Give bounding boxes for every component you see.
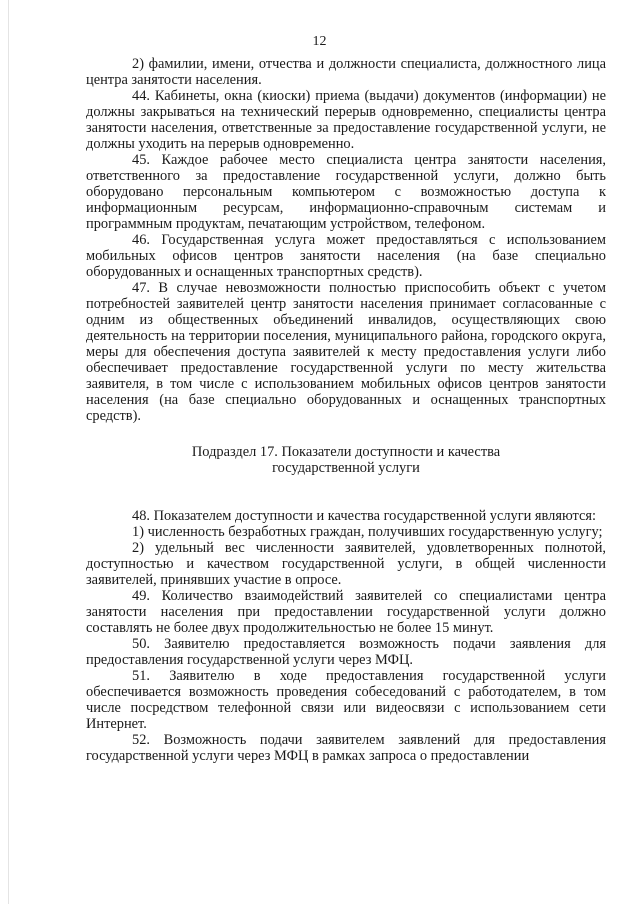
document-body [86,56,606,764]
page-number: 12 [312,34,327,49]
paragraph: 52. Возможность подачи заявителем заявлений для предоставления государственной услуги через МФЦ в рамках запроса о предоставлении [86,732,606,764]
subsection-heading-line-2: государственной услуги [272,460,420,476]
paragraph: 49. Количество взаимодействий заявителей со специалистами центра занятости населения при предоставлении государственной услуги должно составлять не более двух продолжительностью не более 15 минут. [86,588,606,636]
scan-edge-line [8,0,9,904]
paragraph: 1) численность безработных граждан, получивших государственную услугу; [132,524,603,540]
paragraph: 2) фамилии, имени, отчества и должности специалиста, должностного лица центра занятости населения. [86,56,606,88]
paragraph: 47. В случае невозможности полностью приспособить объект с учетом потребностей заявителей центр занятости населения принимает согласованные с одним из общественных объединений инвалидов, осуществляющих свою деятельность на территории поселения, муниципального района, городского округа, меры для обеспечения доступа заявителей к месту предоставления услуги либо обеспечивает предоставление государственной услуги по месту жительства заявителя, в том числе с использованием мобильных офисов центров занятости населения (на базе специально оборудованных и оснащенных транспортных средств). [86,280,606,424]
paragraph: 45. Каждое рабочее место специалиста центра занятости населения, ответственного за предоставление государственной услуги, должно быть оборудовано персональным компьютером с возможностью доступа к информационным ресурсам, информационно-справочным системам и программным продуктам, печатающим устройством, телефоном. [86,152,606,232]
paragraph: 50. Заявителю предоставляется возможность подачи заявления для предоставления государственной услуги через МФЦ. [86,636,606,668]
paragraph: 48. Показателем доступности и качества государственной услуги являются: [132,508,596,524]
paragraph: 51. Заявителю в ходе предоставления государственной услуги обеспечивается возможность проведения собеседований с работодателем, в том числе посредством телефонной связи или видеосвязи с использованием сети Интернет. [86,668,606,732]
paragraphs-bottom [86,508,606,764]
paragraphs-top [86,56,606,424]
paragraph: 46. Государственная услуга может предоставляться с использованием мобильных офисов центров занятости населения (на базе специально оборудованных и оснащенных транспортных средств). [86,232,606,280]
subsection-heading-line-1: Подраздел 17. Показатели доступности и качества [191,444,501,460]
subsection-heading [86,444,606,476]
paragraph: 44. Кабинеты, окна (киоски) приема (выдачи) документов (информации) не должны закрываться на технический перерыв одновременно, специалисты центра занятости населения, ответственные за предоставление государственной услуги, не должны уходить на перерыв одновременно. [86,88,606,152]
paragraph: 2) удельный вес численности заявителей, удовлетворенных полнотой, доступностью и качеством государственной услуги, в общей численности заявителей, принявших участие в опросе. [86,540,606,588]
